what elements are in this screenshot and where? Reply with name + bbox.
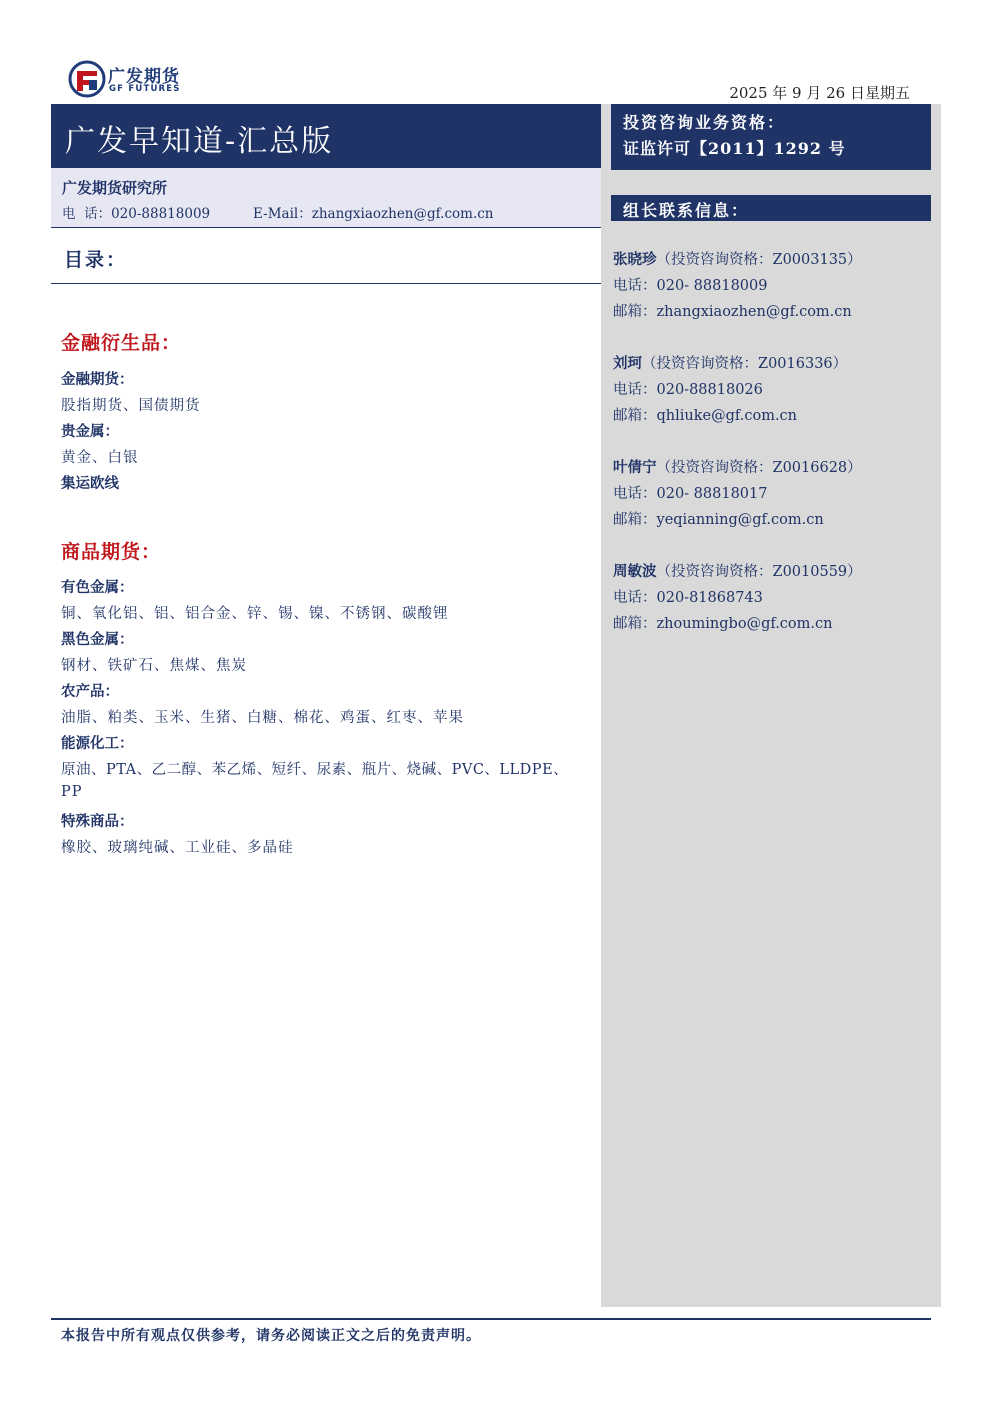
toc-label-energy: 能源化工：: [61, 735, 134, 752]
section-heading-commodity: 商品期货：: [61, 541, 162, 563]
team-heading-box: [611, 195, 931, 221]
report-title: 广发早知道-汇总版: [65, 124, 334, 159]
section-heading-financial: 金融衍生品：: [61, 332, 182, 354]
contact-email[interactable]: 邮箱：zhoumingbo@gf.com.cn: [613, 616, 833, 632]
contact-card: [613, 559, 933, 637]
contact-email[interactable]: 邮箱：yeqianning@gf.com.cn: [613, 512, 824, 528]
toc-items-ferrous[interactable]: 钢材、铁矿石、焦煤、焦炭: [61, 658, 247, 674]
gf-logo-icon: [68, 60, 106, 98]
contact-card: [613, 351, 933, 429]
qualification-line2: 证监许可【2011】1292 号: [623, 139, 846, 158]
toc-label-precious-metals: 贵金属：: [61, 423, 119, 440]
contact-email[interactable]: 邮箱：qhliuke@gf.com.cn: [613, 408, 798, 424]
toc-items-agri[interactable]: 油脂、粕类、玉米、生猪、白糖、棉花、鸡蛋、红枣、苹果: [61, 710, 464, 726]
report-date: 2025 年 9 月 26 日星期五: [729, 84, 910, 102]
contact-name: 张晓珍: [613, 251, 657, 268]
toc-label-financial-futures: 金融期货：: [61, 371, 134, 388]
toc-items-energy-line2[interactable]: PP: [61, 784, 83, 800]
contact-card: [613, 455, 933, 533]
contact-phone: 电话：020-88818026: [613, 382, 763, 398]
toc-items-precious-metals[interactable]: 黄金、白银: [61, 450, 139, 466]
logo-cn-text: 广发期货: [108, 67, 180, 87]
toc-label-special: 特殊商品：: [61, 813, 134, 830]
contact-phone: 电话：020- 88818017: [613, 486, 768, 502]
contact-phone: 电话：020-81868743: [613, 590, 763, 606]
toc-items-nonferrous[interactable]: 铜、氧化铝、铝、铝合金、锌、锡、镍、不锈钢、碳酸锂: [61, 606, 449, 622]
contact-card: [613, 247, 933, 325]
org-contact: 电 话：020-88818009 E-Mail：zhangxiaozhen@gf.com.cn: [62, 206, 494, 222]
team-heading: 组长联系信息：: [623, 201, 750, 220]
toc-title: 目录：: [64, 249, 128, 271]
gf-futures-logo: [68, 60, 193, 100]
contact-cert: （投资咨询资格：Z0016628）: [656, 460, 862, 476]
contact-phone: 电话：020- 88818009: [613, 278, 768, 294]
contact-cert: （投资咨询资格：Z0016336）: [642, 356, 848, 372]
qualification-box: [611, 104, 931, 170]
toc-label-shipping[interactable]: 集运欧线: [61, 475, 119, 492]
org-box: [51, 168, 601, 228]
logo-en-text: GF FUTURES: [109, 84, 181, 94]
org-name: 广发期货研究所: [62, 179, 168, 197]
toc-items-special[interactable]: 橡胶、玻璃纯碱、工业硅、多晶硅: [61, 840, 294, 856]
contact-email[interactable]: 邮箱：zhangxiaozhen@gf.com.cn: [613, 304, 852, 320]
contact-name: 叶倩宁: [613, 459, 657, 476]
footer-divider: [51, 1318, 931, 1320]
contact-cert: （投资咨询资格：Z0010559）: [656, 564, 862, 580]
toc-label-nonferrous: 有色金属：: [61, 579, 134, 596]
disclaimer-footer: 本报告中所有观点仅供参考，请务必阅读正文之后的免责声明。: [61, 1328, 481, 1344]
toc-items-energy-line1[interactable]: 原油、PTA、乙二醇、苯乙烯、短纤、尿素、瓶片、烧碱、PVC、LLDPE、: [61, 762, 569, 778]
toc-label-agri: 农产品：: [61, 683, 119, 700]
qualification-line1: 投资咨询业务资格：: [623, 113, 786, 132]
contact-cert: （投资咨询资格：Z0003135）: [656, 252, 862, 268]
toc-items-financial-futures[interactable]: 股指期货、国债期货: [61, 398, 201, 414]
contact-name: 周敏波: [613, 563, 657, 580]
toc-divider: [51, 283, 601, 284]
toc-label-ferrous: 黑色金属：: [61, 631, 134, 648]
title-bar: [51, 104, 601, 168]
contact-name: 刘珂: [613, 355, 642, 372]
